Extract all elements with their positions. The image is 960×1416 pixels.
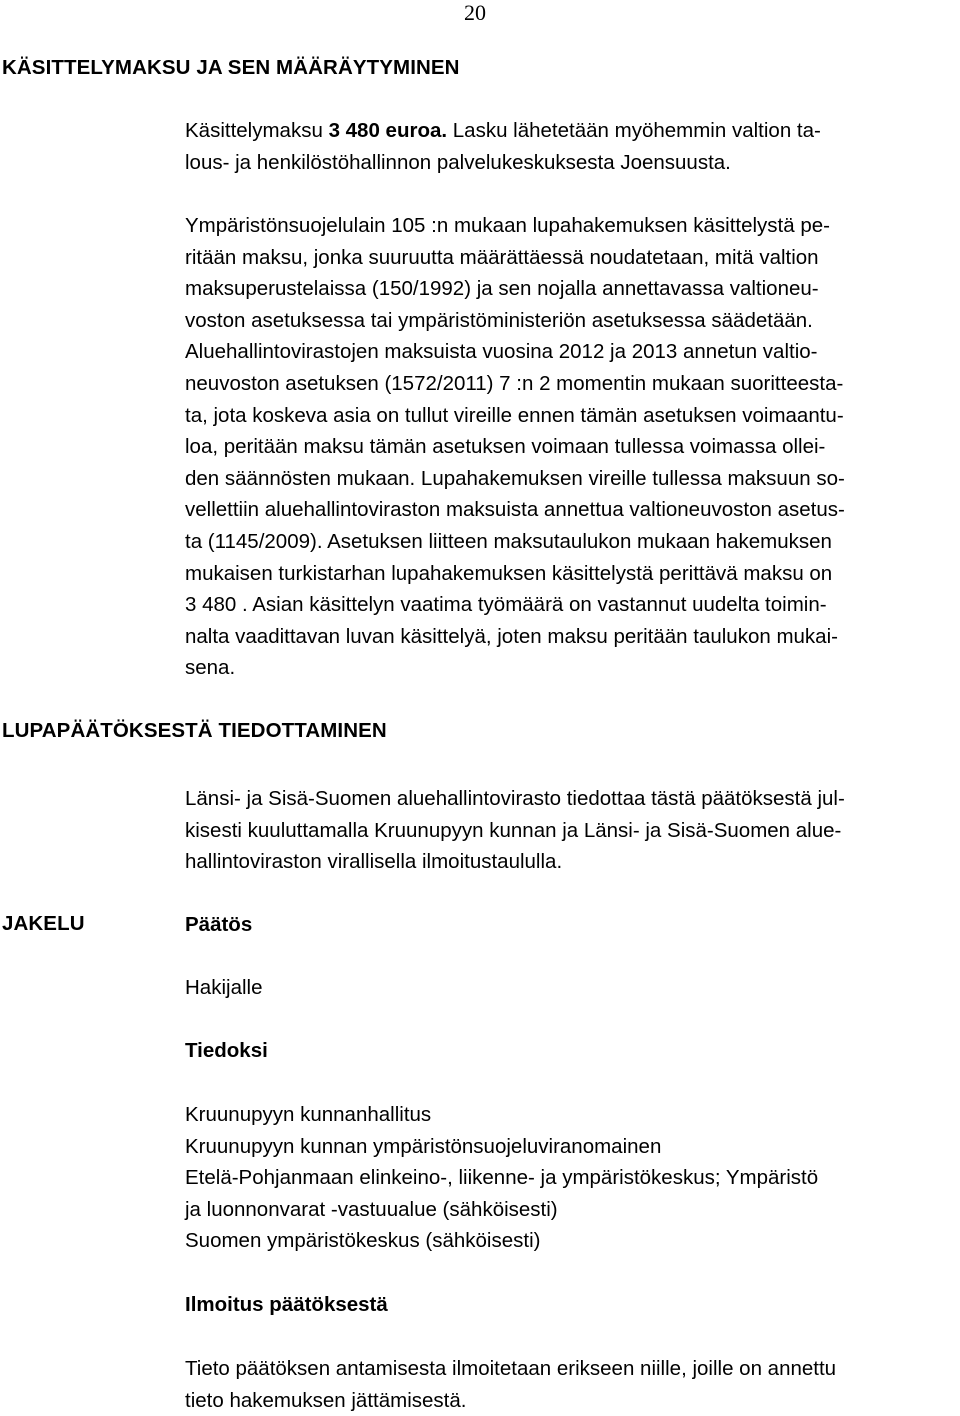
section-heading-distribution: JAKELU (2, 912, 85, 935)
legal-line: 3 480 . Asian käsittelyn vaatima työmäärä on vastannut uudelta toimin- (185, 593, 827, 617)
legal-line: vellettiin aluehallintoviraston maksuista annettua valtioneuvoston asetus- (185, 498, 845, 522)
fee-amount: 3 480 euroa. (328, 119, 448, 142)
legal-line: neuvoston asetuksen (1572/2011) 7 :n 2 momentin mukaan suoritteesta- (185, 371, 844, 395)
section-heading-fee: KÄSITTELYMAKSU JA SEN MÄÄRÄYTYMINEN (2, 56, 460, 79)
page-number: 20 (464, 0, 486, 25)
legal-line: loa, peritään maksu tämän asetuksen voimaan tullessa voimassa ollei- (185, 435, 826, 459)
legal-basis-paragraph (185, 210, 957, 684)
legal-line: ritään maksu, jonka suuruutta määrättäessä noudatetaan, mitä valtion (185, 245, 819, 269)
fee-text-continued: Lasku lähetetään myöhemmin valtion ta- (447, 119, 821, 142)
list-item: Kruunupyyn kunnanhallitus (185, 1103, 432, 1126)
notice-line: Länsi- ja Sisä-Suomen aluehallintovirasto tiedottaa tästä päätöksestä jul- (185, 787, 845, 810)
legal-line: mukaisen turkistarhan lupahakemuksen käsittelystä perittävä maksu on (185, 561, 833, 585)
announce-line: tieto hakemuksen jättämisestä. (185, 1388, 467, 1412)
notice-line: hallintoviraston virallisella ilmoitustaululla. (185, 850, 563, 874)
legal-line: nalta vaadittavan luvan käsittelyä, joten maksu peritään taulukon mukai- (185, 624, 838, 648)
list-item: Kruunupyyn kunnan ympäristönsuojeluviranomainen (185, 1134, 662, 1158)
list-item: Suomen ympäristökeskus (sähköisesti) (185, 1229, 541, 1253)
legal-line: sena. (185, 656, 236, 680)
fee-paragraph (185, 115, 957, 178)
info-label: Tiedoksi (185, 1039, 268, 1062)
legal-line: Ympäristönsuojelulain 105 :n mukaan lupahakemuksen käsittelystä pe- (185, 214, 830, 237)
announce-label: Ilmoitus päätöksestä (185, 1293, 388, 1316)
legal-line: Aluehallintovirastojen maksuista vuosina 2012 ja 2013 annetun valtio- (185, 340, 818, 364)
legal-line: maksuperustelaissa (150/1992) ja sen nojalla annettavassa valtioneu- (185, 277, 819, 301)
legal-line: den säännösten mukaan. Lupahakemuksen vireille tullessa maksuun so- (185, 466, 845, 490)
list-item: Etelä-Pohjanmaan elinkeino-, liikenne- ja ympäristökeskus; Ympäristö (185, 1166, 819, 1190)
fee-text: Käsittelymaksu (185, 119, 329, 142)
decision-recipient: Hakijalle (185, 976, 263, 999)
section-heading-notice: LUPAPÄÄTÖKSESTÄ TIEDOTTAMINEN (2, 719, 387, 742)
announce-line: Tieto päätöksen antamisesta ilmoitetaan erikseen niille, joille on annettu (185, 1357, 837, 1380)
fee-line-2: lous- ja henkilöstöhallinnon palvelukeskuksesta Joensuusta. (185, 150, 731, 174)
legal-line: ta, jota koskeva asia on tullut vireille ennen tämän asetuksen voimaantu- (185, 403, 844, 427)
legal-line: ta (1145/2009). Asetuksen liitteen maksutaulukon mukaan hakemuksen (185, 529, 832, 553)
notice-paragraph (185, 783, 957, 878)
announce-paragraph (185, 1353, 957, 1416)
legal-line: voston asetuksessa tai ympäristöministeriön asetuksessa säädetään. (185, 308, 813, 332)
decision-label: Päätös (185, 913, 253, 936)
info-recipients-list (185, 1099, 957, 1257)
fee-line-1 (185, 115, 957, 147)
notice-line: kisesti kuuluttamalla Kruunupyyn kunnan ja Länsi- ja Sisä-Suomen alue- (185, 818, 842, 842)
list-item: ja luonnonvarat -vastuualue (sähköisesti) (185, 1197, 558, 1221)
